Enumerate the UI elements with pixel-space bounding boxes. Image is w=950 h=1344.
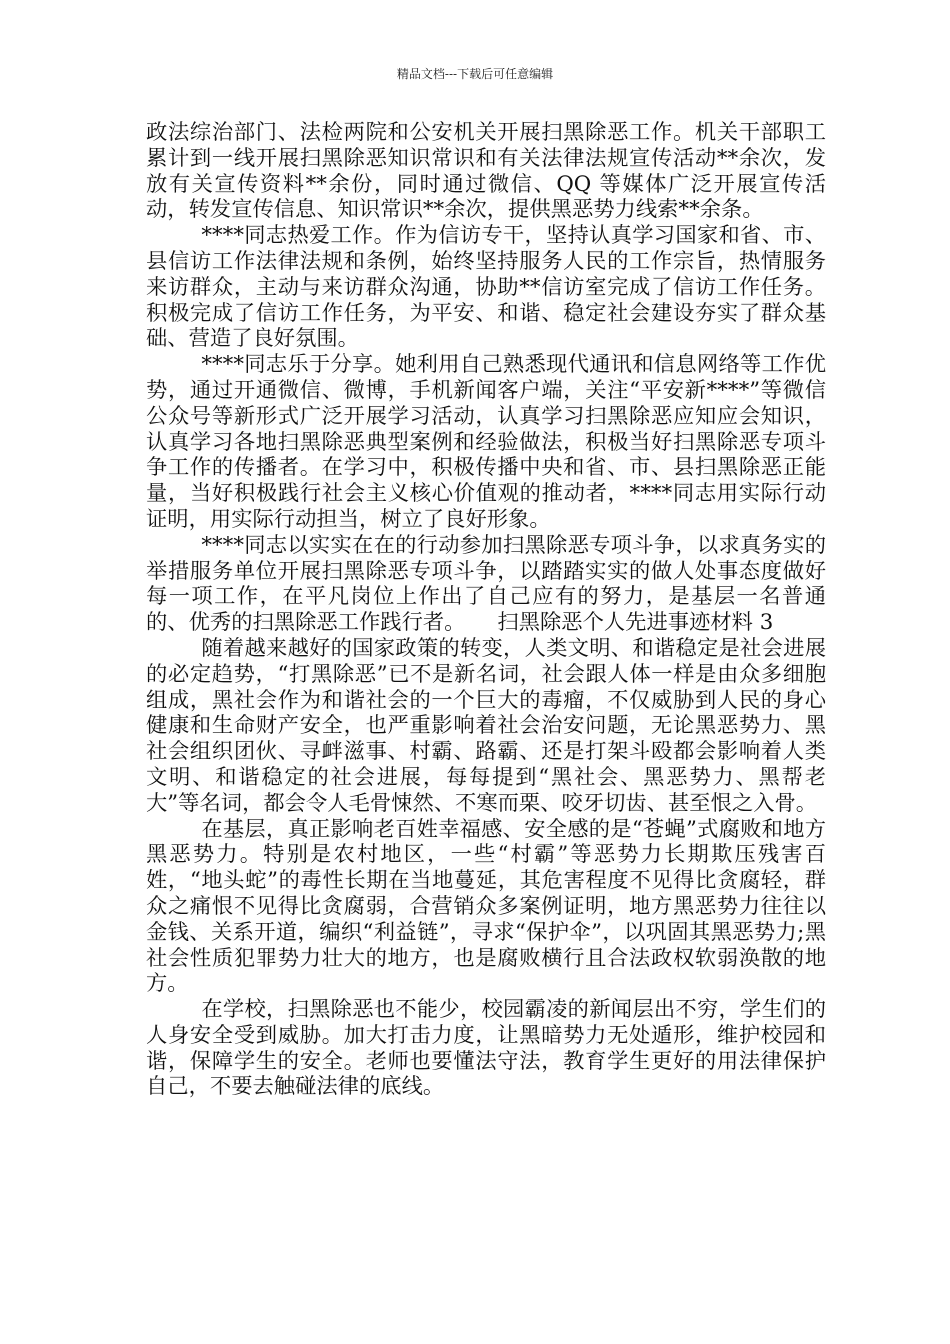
paragraph-1: 政法综治部门、法检两院和公安机关开展扫黑除恶工作。机关干部职工累计到一线开展扫黑除恶知识常识和有关法律法规宣传活动**余次，发放有关宣传资料**余份，同时通过微信、QQ 等媒体广泛开展宣传活动，转发宣传信息、知识常识**余次，提供黑恶势力线索**余条。: [146, 120, 826, 223]
page-header: 精品文档---下载后可任意编辑: [396, 67, 554, 81]
document-body: [146, 120, 826, 1100]
paragraph-4: ****同志以实实在在的行动参加扫黑除恶专项斗争，以求真务实的举措服务单位开展扫黑除恶专项斗争，以踏踏实实的做人处事态度做好每一项工作，在平凡岗位上作出了自己应有的努力，是基层一名普通的、优秀的扫黑除恶工作践行者。 扫黑除恶个人先进事迹材料 3: [146, 532, 826, 636]
paragraph-5: 随着越来越好的国家政策的转变，人类文明、和谐稳定是社会进展的必定趋势，“打黑除恶”已不是新名词，社会跟人体一样是由众多细胞组成，黑社会作为和谐社会的一个巨大的毒瘤，不仅威胁到人民的身心健康和生命财产安全，也严重影响着社会治安问题，无论黑恶势力、黑社会组织团伙、寻衅滋事、村霸、路霸、还是打架斗殴都会影响着人类文明、和谐稳定的社会进展，每每提到“黑社会、黑恶势力、黑帮老大”等名词，都会令人毛骨悚然、不寒而栗、咬牙切齿、甚至恨之入骨。: [146, 635, 826, 816]
paragraph-2: ****同志热爱工作。作为信访专干，坚持认真学习国家和省、市、县信访工作法律法规和条例，始终坚持服务人民的工作宗旨，热情服务来访群众，主动与来访群众沟通，协助**信访室完成了信访工作任务。积极完成了信访工作任务，为平安、和谐、稳定社会建设夯实了群众基础、营造了良好氛围。: [146, 223, 826, 352]
paragraph-7: 在学校，扫黑除恶也不能少，校园霸凌的新闻层出不穷，学生们的人身安全受到威胁。加大打击力度，让黑暗势力无处遁形，维护校园和谐，保障学生的安全。老师也要懂法守法，教育学生更好的用法律保护自己，不要去触碰法律的底线。: [146, 997, 826, 1100]
paragraph-3: ****同志乐于分享。她利用自己熟悉现代通讯和信息网络等工作优势，通过开通微信、微博，手机新闻客户端，关注“平安新****”等微信公众号等新形式广泛开展学习活动，认真学习扫黑除恶应知应会知识，认真学习各地扫黑除恶典型案例和经验做法，积极当好扫黑除恶专项斗争工作的传播者。在学习中，积极传播中央和省、市、县扫黑除恶正能量，当好积极践行社会主义核心价值观的推动者，****同志用实际行动证明，用实际行动担当，树立了良好形象。: [146, 352, 826, 532]
paragraph-6: 在基层，真正影响老百姓幸福感、安全感的是“苍蝇”式腐败和地方黑恶势力。特别是农村地区，一些“村霸”等恶势力长期欺压残害百姓，“地头蛇”的毒性长期在当地蔓延，其危害程度不见得比贪腐轻，群众之痛恨不见得比贪腐弱，合营销众多案例证明，地方黑恶势力往往以金钱、关系开道，编织“利益链”，寻求“保护伞”，以巩固其黑恶势力;黑社会性质犯罪势力壮大的地方，也是腐败横行且合法政权软弱涣散的地方。: [146, 816, 826, 997]
